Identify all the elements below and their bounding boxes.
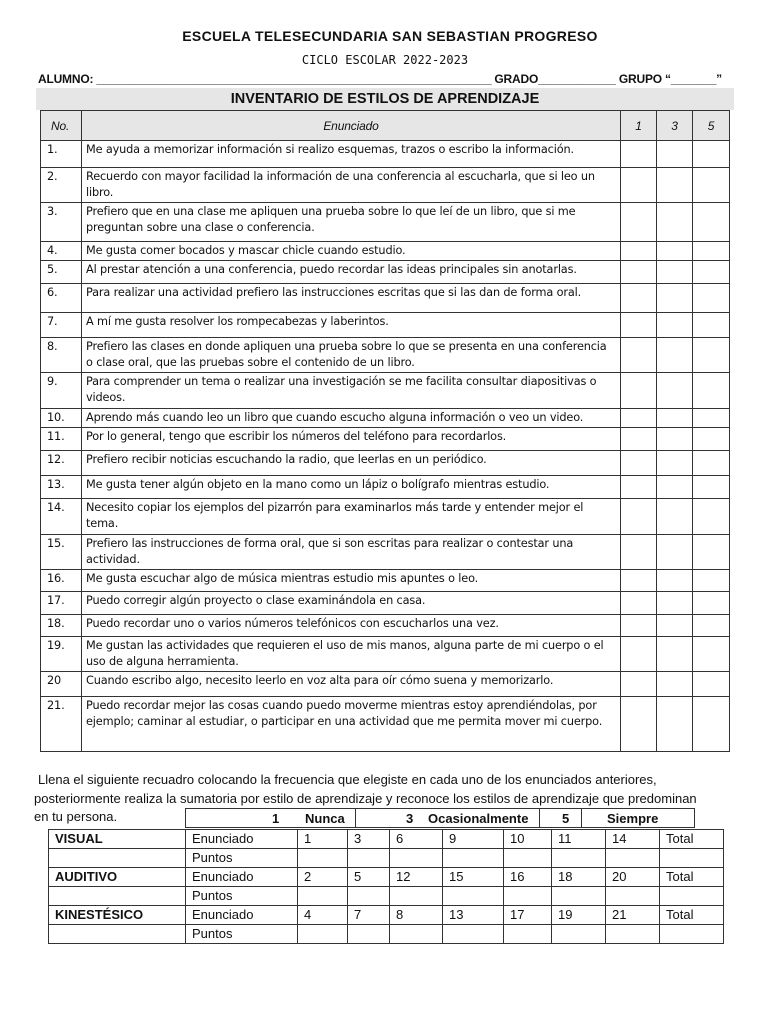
- score-cell-1[interactable]: [621, 313, 657, 338]
- score-cell-3[interactable]: [657, 203, 693, 242]
- instructions-line-3: en tu persona.: [34, 809, 118, 824]
- statement-ref: 10: [504, 830, 552, 849]
- score-cell-5[interactable]: [693, 261, 730, 284]
- statement-number: 19.: [41, 637, 82, 672]
- legend-never-label: Nunca: [305, 811, 345, 826]
- column-header-score-1: 1: [621, 111, 657, 141]
- legend-never: [185, 808, 296, 828]
- score-cell-5[interactable]: [693, 499, 730, 535]
- statement-number: 15.: [41, 535, 82, 570]
- points-cell[interactable]: [443, 887, 504, 906]
- survey-row: [41, 697, 730, 752]
- statement-text: Para comprender un tema o realizar una investigación se me facilita consultar diapositivas o videos.: [82, 373, 621, 409]
- survey-row: [41, 499, 730, 535]
- statement-text: Prefiero las clases en donde apliquen una prueba sobre lo que se presenta en una conferencia o clase oral, que las pruebas sobre el contenido de un libro.: [82, 338, 621, 373]
- statement-text: Puedo recordar mejor las cosas cuando puedo moverme mientras estoy aprendiéndolas, por ejemplo; caminar al estudiar, o participar en una actividad que me permita mover mi cuerpo.: [82, 697, 621, 752]
- statement-ref: 8: [390, 906, 443, 925]
- statement-text: Puedo recordar uno o varios números telefónicos con escucharlos una vez.: [82, 615, 621, 637]
- survey-row: [41, 338, 730, 373]
- legend-never-value: 1: [272, 811, 280, 826]
- score-cell-3[interactable]: [657, 672, 693, 697]
- score-cell-5[interactable]: [693, 313, 730, 338]
- survey-table: [40, 110, 730, 752]
- statement-text: Necesito copiar los ejemplos del pizarrón para examinarlos más tarde y entender mejor el tema.: [82, 499, 621, 535]
- points-cell[interactable]: [443, 925, 504, 944]
- score-cell-1[interactable]: [621, 451, 657, 476]
- statement-ref: 17: [504, 906, 552, 925]
- score-cell-5[interactable]: [693, 373, 730, 409]
- statement-text: A mí me gusta resolver los rompecabezas y laberintos.: [82, 313, 621, 338]
- inventory-title: INVENTARIO DE ESTILOS DE APRENDIZAJE: [36, 88, 734, 110]
- points-cell[interactable]: [606, 887, 660, 906]
- survey-row: [41, 592, 730, 615]
- statement-number: 21.: [41, 697, 82, 752]
- score-cell-5[interactable]: [693, 203, 730, 242]
- score-cell-3[interactable]: [657, 637, 693, 672]
- scoring-points-row: [49, 887, 724, 906]
- survey-row: [41, 615, 730, 637]
- points-cell[interactable]: [348, 849, 390, 868]
- statement-number: 11.: [41, 428, 82, 451]
- legend-always: [539, 808, 582, 828]
- score-cell-1[interactable]: [621, 672, 657, 697]
- score-cell-1[interactable]: [621, 476, 657, 499]
- survey-row: [41, 261, 730, 284]
- score-cell-1[interactable]: [621, 261, 657, 284]
- statement-number: 20: [41, 672, 82, 697]
- score-cell-3[interactable]: [657, 313, 693, 338]
- total-cell[interactable]: [660, 887, 724, 906]
- score-cell-3[interactable]: [657, 141, 693, 168]
- statement-ref: 20: [606, 868, 660, 887]
- style-name: AUDITIVO: [49, 868, 186, 887]
- statement-ref: 12: [390, 868, 443, 887]
- score-cell-1[interactable]: [621, 409, 657, 428]
- school-name: ESCUELA TELESECUNDARIA SAN SEBASTIAN PROGRESO: [182, 28, 598, 44]
- scoring-statement-row: [49, 830, 724, 849]
- score-cell-1[interactable]: [621, 592, 657, 615]
- score-cell-1[interactable]: [621, 242, 657, 261]
- school-cycle: CICLO ESCOLAR 2022-2023: [301, 53, 469, 67]
- score-cell-1[interactable]: [621, 284, 657, 313]
- score-cell-3[interactable]: [657, 592, 693, 615]
- points-cell[interactable]: [504, 925, 552, 944]
- survey-row: [41, 535, 730, 570]
- score-cell-5[interactable]: [693, 168, 730, 203]
- statement-text: Para realizar una actividad prefiero las instrucciones escritas que si las dan de forma oral.: [82, 284, 621, 313]
- score-cell-5[interactable]: [693, 476, 730, 499]
- scoring-statement-row: [49, 868, 724, 887]
- survey-row: [41, 141, 730, 168]
- legend-always-label: Siempre: [607, 811, 659, 826]
- survey-header-row: [41, 111, 730, 141]
- score-cell-5[interactable]: [693, 697, 730, 752]
- instructions-line-1: Llena el siguiente recuadro colocando la frecuencia que elegiste en cada uno de los enunciados anteriores,: [38, 772, 657, 787]
- score-cell-5[interactable]: [693, 535, 730, 570]
- score-cell-3[interactable]: [657, 535, 693, 570]
- points-label: Puntos: [186, 887, 298, 906]
- score-cell-3[interactable]: [657, 476, 693, 499]
- statement-text: Puedo corregir algún proyecto o clase examinándola en casa.: [82, 592, 621, 615]
- score-cell-5[interactable]: [693, 570, 730, 592]
- statement-text: Me gustan las actividades que requieren el uso de mis manos, alguna parte de mi cuerpo o el uso de alguna herramienta.: [82, 637, 621, 672]
- score-cell-3[interactable]: [657, 338, 693, 373]
- statement-text: Recuerdo con mayor facilidad la información de una conferencia al escucharla, que si leo un libro.: [82, 168, 621, 203]
- score-cell-1[interactable]: [621, 373, 657, 409]
- points-cell[interactable]: [298, 849, 348, 868]
- score-cell-1[interactable]: [621, 697, 657, 752]
- score-cell-1[interactable]: [621, 338, 657, 373]
- score-cell-3[interactable]: [657, 261, 693, 284]
- style-name: VISUAL: [49, 830, 186, 849]
- statement-text: Prefiero recibir noticias escuchando la radio, que leerlas en un periódico.: [82, 451, 621, 476]
- statement-number: 14.: [41, 499, 82, 535]
- score-cell-3[interactable]: [657, 499, 693, 535]
- statement-number: 16.: [41, 570, 82, 592]
- statement-ref: 1: [298, 830, 348, 849]
- statement-ref: 7: [348, 906, 390, 925]
- statement-ref: 5: [348, 868, 390, 887]
- points-label: Puntos: [186, 925, 298, 944]
- statement-ref: 19: [552, 906, 606, 925]
- survey-row: [41, 476, 730, 499]
- points-label: Puntos: [186, 849, 298, 868]
- points-cell[interactable]: [504, 887, 552, 906]
- score-cell-1[interactable]: [621, 570, 657, 592]
- scoring-table: [48, 829, 724, 944]
- score-cell-5[interactable]: [693, 451, 730, 476]
- survey-row: [41, 428, 730, 451]
- statement-number: 13.: [41, 476, 82, 499]
- statement-ref: 15: [443, 868, 504, 887]
- score-cell-1[interactable]: [621, 637, 657, 672]
- legend-never-label-cell: [295, 808, 355, 828]
- score-cell-3[interactable]: [657, 373, 693, 409]
- statement-text: Me ayuda a memorizar información si realizo esquemas, trazos o escribo la información.: [82, 141, 621, 168]
- statement-text: Al prestar atención a una conferencia, puedo recordar las ideas principales sin anotarlas.: [82, 261, 621, 284]
- points-cell[interactable]: [552, 887, 606, 906]
- instructions-line-2: posteriormente realiza la sumatoria por estilo de aprendizaje y reconoce los estilos de aprendizaje que predominan: [34, 790, 697, 806]
- statement-number: 3.: [41, 203, 82, 242]
- statement-number: 17.: [41, 592, 82, 615]
- survey-row: [41, 409, 730, 428]
- scoring-points-row: [49, 849, 724, 868]
- statement-text: Cuando escribo algo, necesito leerlo en voz alta para oír cómo suena y memorizarlo.: [82, 672, 621, 697]
- legend-sometimes-label: Ocasionalmente: [428, 811, 529, 826]
- statement-text: Me gusta tener algún objeto en la mano como un lápiz o bolígrafo mientras estudio.: [82, 476, 621, 499]
- style-name-blank: [49, 849, 186, 868]
- statement-label: Enunciado: [186, 868, 298, 887]
- statement-number: 8.: [41, 338, 82, 373]
- total-cell[interactable]: [660, 925, 724, 944]
- statement-number: 12.: [41, 451, 82, 476]
- score-cell-1[interactable]: [621, 203, 657, 242]
- total-label: Total: [660, 830, 724, 849]
- score-cell-1[interactable]: [621, 428, 657, 451]
- score-cell-3[interactable]: [657, 409, 693, 428]
- score-cell-5[interactable]: [693, 592, 730, 615]
- statement-number: 6.: [41, 284, 82, 313]
- statement-ref: 3: [348, 830, 390, 849]
- score-cell-5[interactable]: [693, 284, 730, 313]
- legend-always-value: 5: [562, 811, 570, 826]
- statement-number: 7.: [41, 313, 82, 338]
- score-cell-3[interactable]: [657, 242, 693, 261]
- statement-text: Por lo general, tengo que escribir los números del teléfono para recordarlos.: [82, 428, 621, 451]
- column-header-score-5: 5: [693, 111, 730, 141]
- legend-always-label-cell: [581, 808, 695, 828]
- score-cell-5[interactable]: [693, 409, 730, 428]
- score-cell-3[interactable]: [657, 615, 693, 637]
- points-cell[interactable]: [606, 849, 660, 868]
- score-cell-5[interactable]: [693, 637, 730, 672]
- statement-number: 4.: [41, 242, 82, 261]
- statement-number: 1.: [41, 141, 82, 168]
- score-cell-3[interactable]: [657, 168, 693, 203]
- statement-ref: 6: [390, 830, 443, 849]
- total-label: Total: [660, 906, 724, 925]
- total-label: Total: [660, 868, 724, 887]
- statement-ref: 14: [606, 830, 660, 849]
- score-cell-5[interactable]: [693, 242, 730, 261]
- score-cell-5[interactable]: [693, 615, 730, 637]
- points-cell[interactable]: [390, 849, 443, 868]
- survey-row: [41, 672, 730, 697]
- points-cell[interactable]: [390, 887, 443, 906]
- column-header-statement: Enunciado: [82, 111, 621, 141]
- statement-ref: 9: [443, 830, 504, 849]
- points-cell[interactable]: [298, 925, 348, 944]
- style-name-blank: [49, 925, 186, 944]
- points-cell[interactable]: [348, 925, 390, 944]
- statement-number: 18.: [41, 615, 82, 637]
- points-cell[interactable]: [552, 925, 606, 944]
- statement-text: Aprendo más cuando leo un libro que cuando escucho alguna información o veo un video.: [82, 409, 621, 428]
- score-cell-5[interactable]: [693, 428, 730, 451]
- student-info-line: ALUMNO: _____________________________________________________________ GRADO____________ GRUPO “_______”: [38, 72, 722, 86]
- survey-row: [41, 203, 730, 242]
- style-name: KINESTÉSICO: [49, 906, 186, 925]
- statement-ref: 13: [443, 906, 504, 925]
- statement-text: Me gusta comer bocados y mascar chicle cuando estudio.: [82, 242, 621, 261]
- scoring-points-row: [49, 925, 724, 944]
- statement-number: 5.: [41, 261, 82, 284]
- score-cell-3[interactable]: [657, 284, 693, 313]
- column-header-score-3: 3: [657, 111, 693, 141]
- survey-row: [41, 242, 730, 261]
- survey-row: [41, 373, 730, 409]
- score-cell-5[interactable]: [693, 338, 730, 373]
- score-cell-5[interactable]: [693, 672, 730, 697]
- survey-row: [41, 637, 730, 672]
- score-cell-3[interactable]: [657, 697, 693, 752]
- column-header-number: No.: [41, 111, 82, 141]
- points-cell[interactable]: [443, 849, 504, 868]
- survey-row: [41, 451, 730, 476]
- survey-row: [41, 284, 730, 313]
- score-cell-5[interactable]: [693, 141, 730, 168]
- points-cell[interactable]: [298, 887, 348, 906]
- statement-label: Enunciado: [186, 906, 298, 925]
- points-cell[interactable]: [606, 925, 660, 944]
- total-cell[interactable]: [660, 849, 724, 868]
- points-cell[interactable]: [504, 849, 552, 868]
- survey-row: [41, 168, 730, 203]
- statement-number: 10.: [41, 409, 82, 428]
- score-cell-3[interactable]: [657, 428, 693, 451]
- score-cell-3[interactable]: [657, 451, 693, 476]
- score-cell-1[interactable]: [621, 535, 657, 570]
- scoring-statement-row: [49, 906, 724, 925]
- legend-sometimes-value: 3: [406, 811, 414, 826]
- points-cell[interactable]: [552, 849, 606, 868]
- frequency-legend: [185, 808, 695, 828]
- score-cell-3[interactable]: [657, 570, 693, 592]
- statement-number: 2.: [41, 168, 82, 203]
- statement-text: Me gusta escuchar algo de música mientras estudio mis apuntes o leo.: [82, 570, 621, 592]
- score-cell-1[interactable]: [621, 499, 657, 535]
- legend-sometimes: [355, 808, 540, 828]
- statement-ref: 21: [606, 906, 660, 925]
- statement-ref: 2: [298, 868, 348, 887]
- score-cell-1[interactable]: [621, 615, 657, 637]
- survey-row: [41, 570, 730, 592]
- statement-number: 9.: [41, 373, 82, 409]
- survey-row: [41, 313, 730, 338]
- statement-ref: 18: [552, 868, 606, 887]
- points-cell[interactable]: [348, 887, 390, 906]
- statement-text: Prefiero las instrucciones de forma oral, que si son escritas para realizar o contestar una actividad.: [82, 535, 621, 570]
- statement-ref: 11: [552, 830, 606, 849]
- statement-label: Enunciado: [186, 830, 298, 849]
- points-cell[interactable]: [390, 925, 443, 944]
- score-cell-1[interactable]: [621, 141, 657, 168]
- statement-text: Prefiero que en una clase me apliquen una prueba sobre lo que leí de un libro, que si me preguntan sobre una clase o conferencia.: [82, 203, 621, 242]
- statement-ref: 16: [504, 868, 552, 887]
- statement-ref: 4: [298, 906, 348, 925]
- score-cell-1[interactable]: [621, 168, 657, 203]
- style-name-blank: [49, 887, 186, 906]
